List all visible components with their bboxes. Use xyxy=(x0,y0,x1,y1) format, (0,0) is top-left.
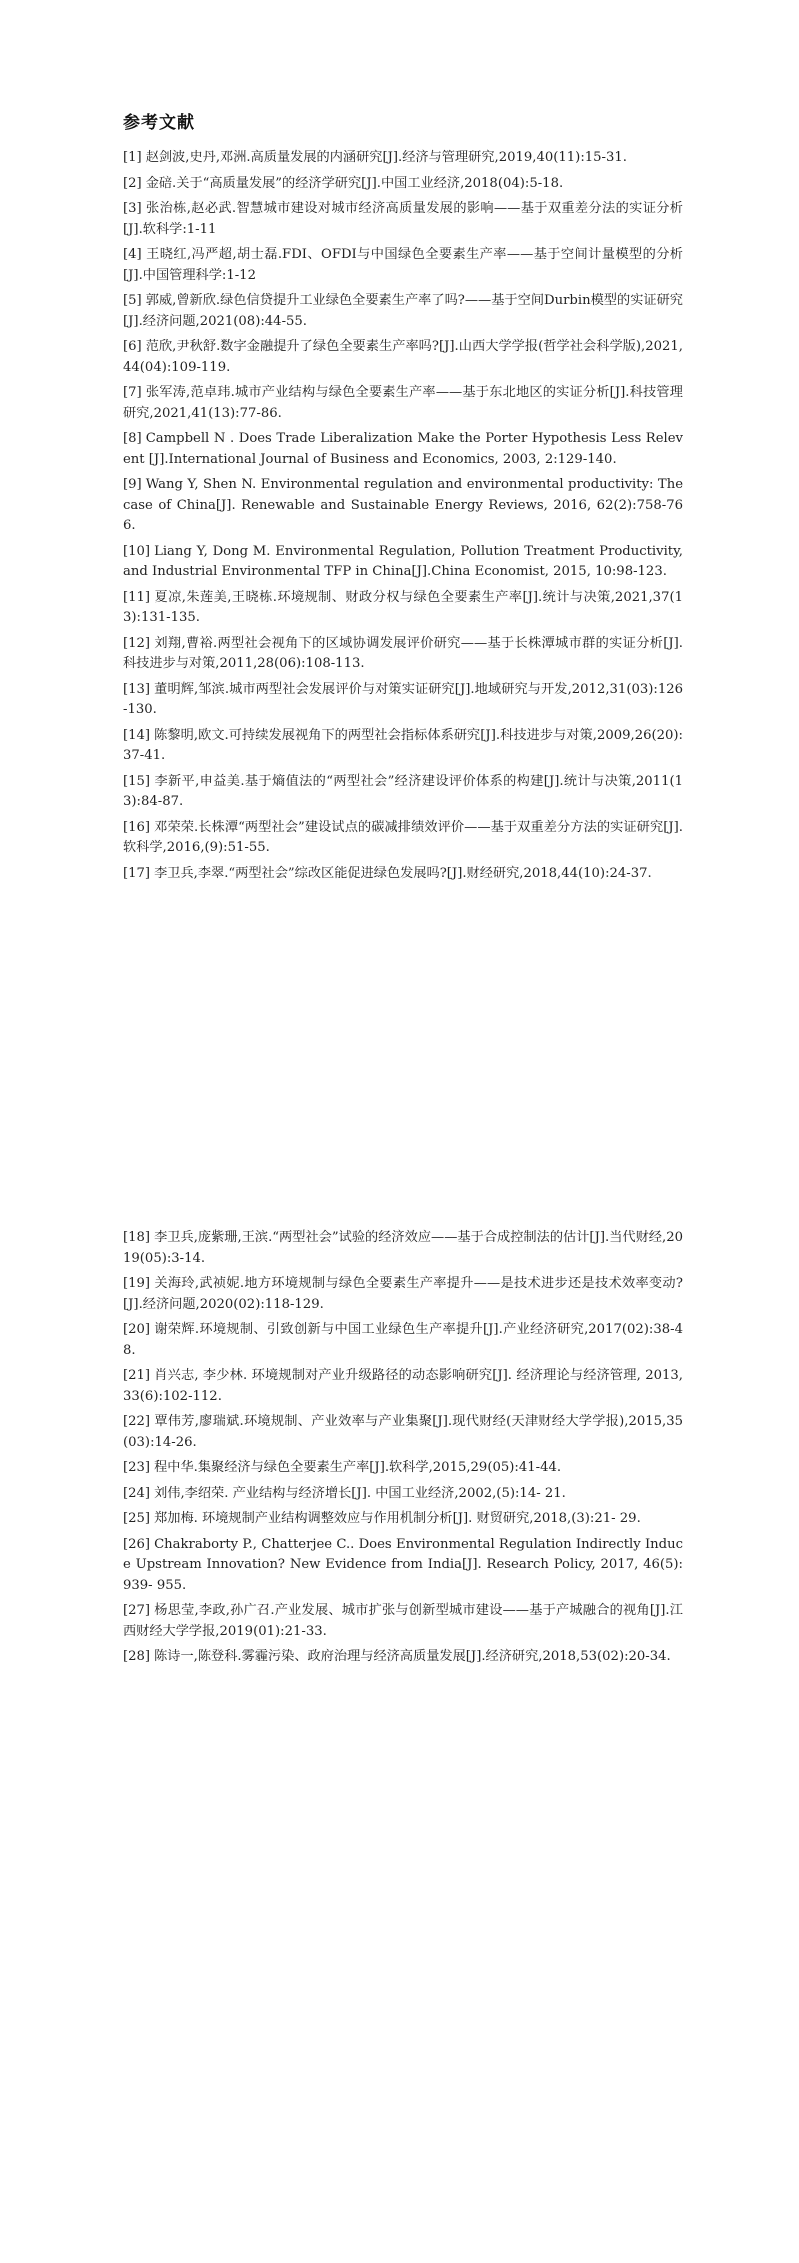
reference-number: [6] xyxy=(123,339,142,354)
reference-number: [25] xyxy=(123,1511,151,1526)
reference-number: [20] xyxy=(123,1322,151,1337)
reference-list-part-1 xyxy=(123,148,683,889)
reference-text: 张军涛,范卓玮.城市产业结构与绿色全要素生产率——基于东北地区的实证分析[J].科技管理研究,2021,41(13):77-86. xyxy=(123,385,683,421)
reference-number: [10] xyxy=(123,543,151,559)
reference-number: [12] xyxy=(123,635,151,651)
reference-text: 郑加梅. 环境规制产业结构调整效应与作用机制分析[J]. 财贸研究,2018,(3):21- 29. xyxy=(154,1511,641,1526)
reference-text: 范欣,尹秋舒.数字金融提升了绿色全要素生产率吗?[J].山西大学学报(哲学社会科学版),2021,44(04):109-119. xyxy=(123,339,683,375)
reference-item xyxy=(123,818,683,859)
reference-text: 陈诗一,陈登科.雾霾污染、政府治理与经济高质量发展[J].经济研究,2018,53(02):20-34. xyxy=(154,1649,671,1664)
reference-number: [2] xyxy=(123,175,142,191)
reference-number: [22] xyxy=(123,1414,151,1429)
reference-text: 李新平,申益美.基于熵值法的“两型社会”经济建设评价体系的构建[J].统计与决策,2011(13):84-87. xyxy=(123,773,683,809)
reference-number: [3] xyxy=(123,201,142,216)
reference-item xyxy=(123,1412,683,1453)
reference-text: 覃伟芳,廖瑞斌.环境规制、产业效率与产业集聚[J].现代财经(天津财经大学学报),2015,35(03):14-26. xyxy=(123,1414,683,1450)
reference-list-part-2 xyxy=(123,1228,683,1673)
reference-number: [28] xyxy=(123,1649,151,1664)
reference-number: [4] xyxy=(123,247,142,262)
reference-number: [16] xyxy=(123,819,151,835)
reference-item xyxy=(123,1484,683,1505)
references-heading: 参考文献 xyxy=(123,113,195,133)
reference-item xyxy=(123,1509,683,1530)
reference-text: 赵剑波,史丹,邓洲.高质量发展的内涵研究[J].经济与管理研究,2019,40(11):15-31. xyxy=(145,150,627,165)
reference-text: 夏凉,朱莲美,王晓栋.环境规制、财政分权与绿色全要素生产率[J].统计与决策,2021,37(13):131-135. xyxy=(123,589,683,625)
reference-item xyxy=(123,429,683,470)
reference-text: 谢荣辉.环境规制、引致创新与中国工业绿色生产率提升[J].产业经济研究,2017(02):38-48. xyxy=(123,1322,683,1358)
reference-item xyxy=(123,148,683,169)
reference-text: 金碚.关于“高质量发展”的经济学研究[J].中国工业经济,2018(04):5-18. xyxy=(145,175,564,191)
reference-text: 刘伟,李绍荣. 产业结构与经济增长[J]. 中国工业经济,2002,(5):14- 21. xyxy=(154,1485,566,1501)
reference-number: [19] xyxy=(123,1276,151,1291)
reference-number: [1] xyxy=(123,150,142,165)
reference-item xyxy=(123,337,683,378)
reference-item xyxy=(123,634,683,675)
reference-item xyxy=(123,475,683,537)
reference-text: 邓荣荣.长株潭“两型社会”建设试点的碳减排绩效评价——基于双重差分方法的实证研究[J].软科学,2016,(9):51-55. xyxy=(123,819,683,855)
reference-number: [8] xyxy=(123,431,142,446)
reference-item xyxy=(123,772,683,813)
reference-number: [17] xyxy=(123,865,151,881)
reference-item xyxy=(123,1228,683,1269)
reference-number: [5] xyxy=(123,293,142,308)
reference-number: [13] xyxy=(123,681,151,697)
reference-text: Chakraborty P., Chatterjee C.. Does Environmental Regulation Indirectly Induce Upstream Innovation? New Evidence from India[J]. Research Policy, 2017, 46(5): 939- 955. xyxy=(123,1536,683,1593)
reference-item xyxy=(123,1458,683,1479)
reference-item xyxy=(123,1601,683,1642)
reference-item xyxy=(123,245,683,286)
reference-number: [9] xyxy=(123,477,142,492)
reference-number: [14] xyxy=(123,727,151,743)
reference-text: 杨思莹,李政,孙广召.产业发展、城市扩张与创新型城市建设——基于产城融合的视角[J].江西财经大学学报,2019(01):21-33. xyxy=(123,1603,683,1639)
reference-text: 陈黎明,欧文.可持续发展视角下的两型社会指标体系研究[J].科技进步与对策,2009,26(20):37-41. xyxy=(123,727,683,763)
reference-text: 刘翔,曹裕.两型社会视角下的区域协调发展评价研究——基于长株潭城市群的实证分析[J].科技进步与对策,2011,28(06):108-113. xyxy=(123,635,683,671)
reference-number: [11] xyxy=(123,589,151,605)
reference-text: Wang Y, Shen N. Environmental regulation and environmental productivity: The case of China[J]. Renewable and Sustainable Energy Reviews, 2016, 62(2):758-766. xyxy=(123,477,683,533)
reference-item xyxy=(123,291,683,332)
reference-text: 关海玲,武祯妮.地方环境规制与绿色全要素生产率提升——是技术进步还是技术效率变动?[J].经济问题,2020(02):118-129. xyxy=(123,1276,683,1312)
reference-item xyxy=(123,680,683,721)
reference-item xyxy=(123,588,683,629)
reference-item xyxy=(123,726,683,767)
reference-item xyxy=(123,1320,683,1361)
reference-text: 程中华.集聚经济与绿色全要素生产率[J].软科学,2015,29(05):41-44. xyxy=(154,1460,562,1475)
reference-text: 李卫兵,庞紫珊,王滨.“两型社会”试验的经济效应——基于合成控制法的估计[J].当代财经,2019(05):3-14. xyxy=(123,1230,683,1266)
reference-text: 董明辉,邹滨.城市两型社会发展评价与对策实证研究[J].地域研究与开发,2012,31(03):126-130. xyxy=(123,681,683,717)
reference-item xyxy=(123,1366,683,1407)
reference-number: [7] xyxy=(123,385,142,400)
reference-item xyxy=(123,1274,683,1315)
reference-item xyxy=(123,864,683,885)
reference-item xyxy=(123,1647,683,1668)
reference-item xyxy=(123,383,683,424)
reference-text: 李卫兵,李翠.“两型社会”综改区能促进绿色发展吗?[J].财经研究,2018,44(10):24-37. xyxy=(154,865,652,881)
reference-text: 肖兴志, 李少林. 环境规制对产业升级路径的动态影响研究[J]. 经济理论与经济管理, 2013, 33(6):102-112. xyxy=(123,1368,683,1404)
reference-text: 郭威,曾新欣.绿色信贷提升工业绿色全要素生产率了吗?——基于空间Durbin模型的实证研究[J].经济问题,2021(08):44-55. xyxy=(123,293,683,329)
reference-number: [23] xyxy=(123,1460,151,1475)
reference-item xyxy=(123,199,683,240)
reference-number: [26] xyxy=(123,1536,151,1552)
reference-text: 张治栋,赵必武.智慧城市建设对城市经济高质量发展的影响——基于双重差分法的实证分析[J].软科学:1-11 xyxy=(123,201,683,237)
reference-number: [15] xyxy=(123,773,151,789)
reference-number: [24] xyxy=(123,1485,151,1501)
reference-number: [27] xyxy=(123,1603,151,1618)
reference-text: 王晓红,冯严超,胡士磊.FDI、OFDI与中国绿色全要素生产率——基于空间计量模型的分析[J].中国管理科学:1-12 xyxy=(123,247,683,283)
reference-text: Campbell N . Does Trade Liberalization Make the Porter Hypothesis Less Relevent [J].International Journal of Business and Economics, 2003, 2:129-140. xyxy=(123,431,683,467)
reference-number: [18] xyxy=(123,1230,151,1245)
reference-item xyxy=(123,174,683,195)
reference-item xyxy=(123,1535,683,1597)
reference-item xyxy=(123,542,683,583)
reference-number: [21] xyxy=(123,1368,151,1383)
reference-text: Liang Y, Dong M. Environmental Regulation, Pollution Treatment Productivity, and Industrial Environmental TFP in China[J].China Economist, 2015, 10:98-123. xyxy=(123,543,683,579)
